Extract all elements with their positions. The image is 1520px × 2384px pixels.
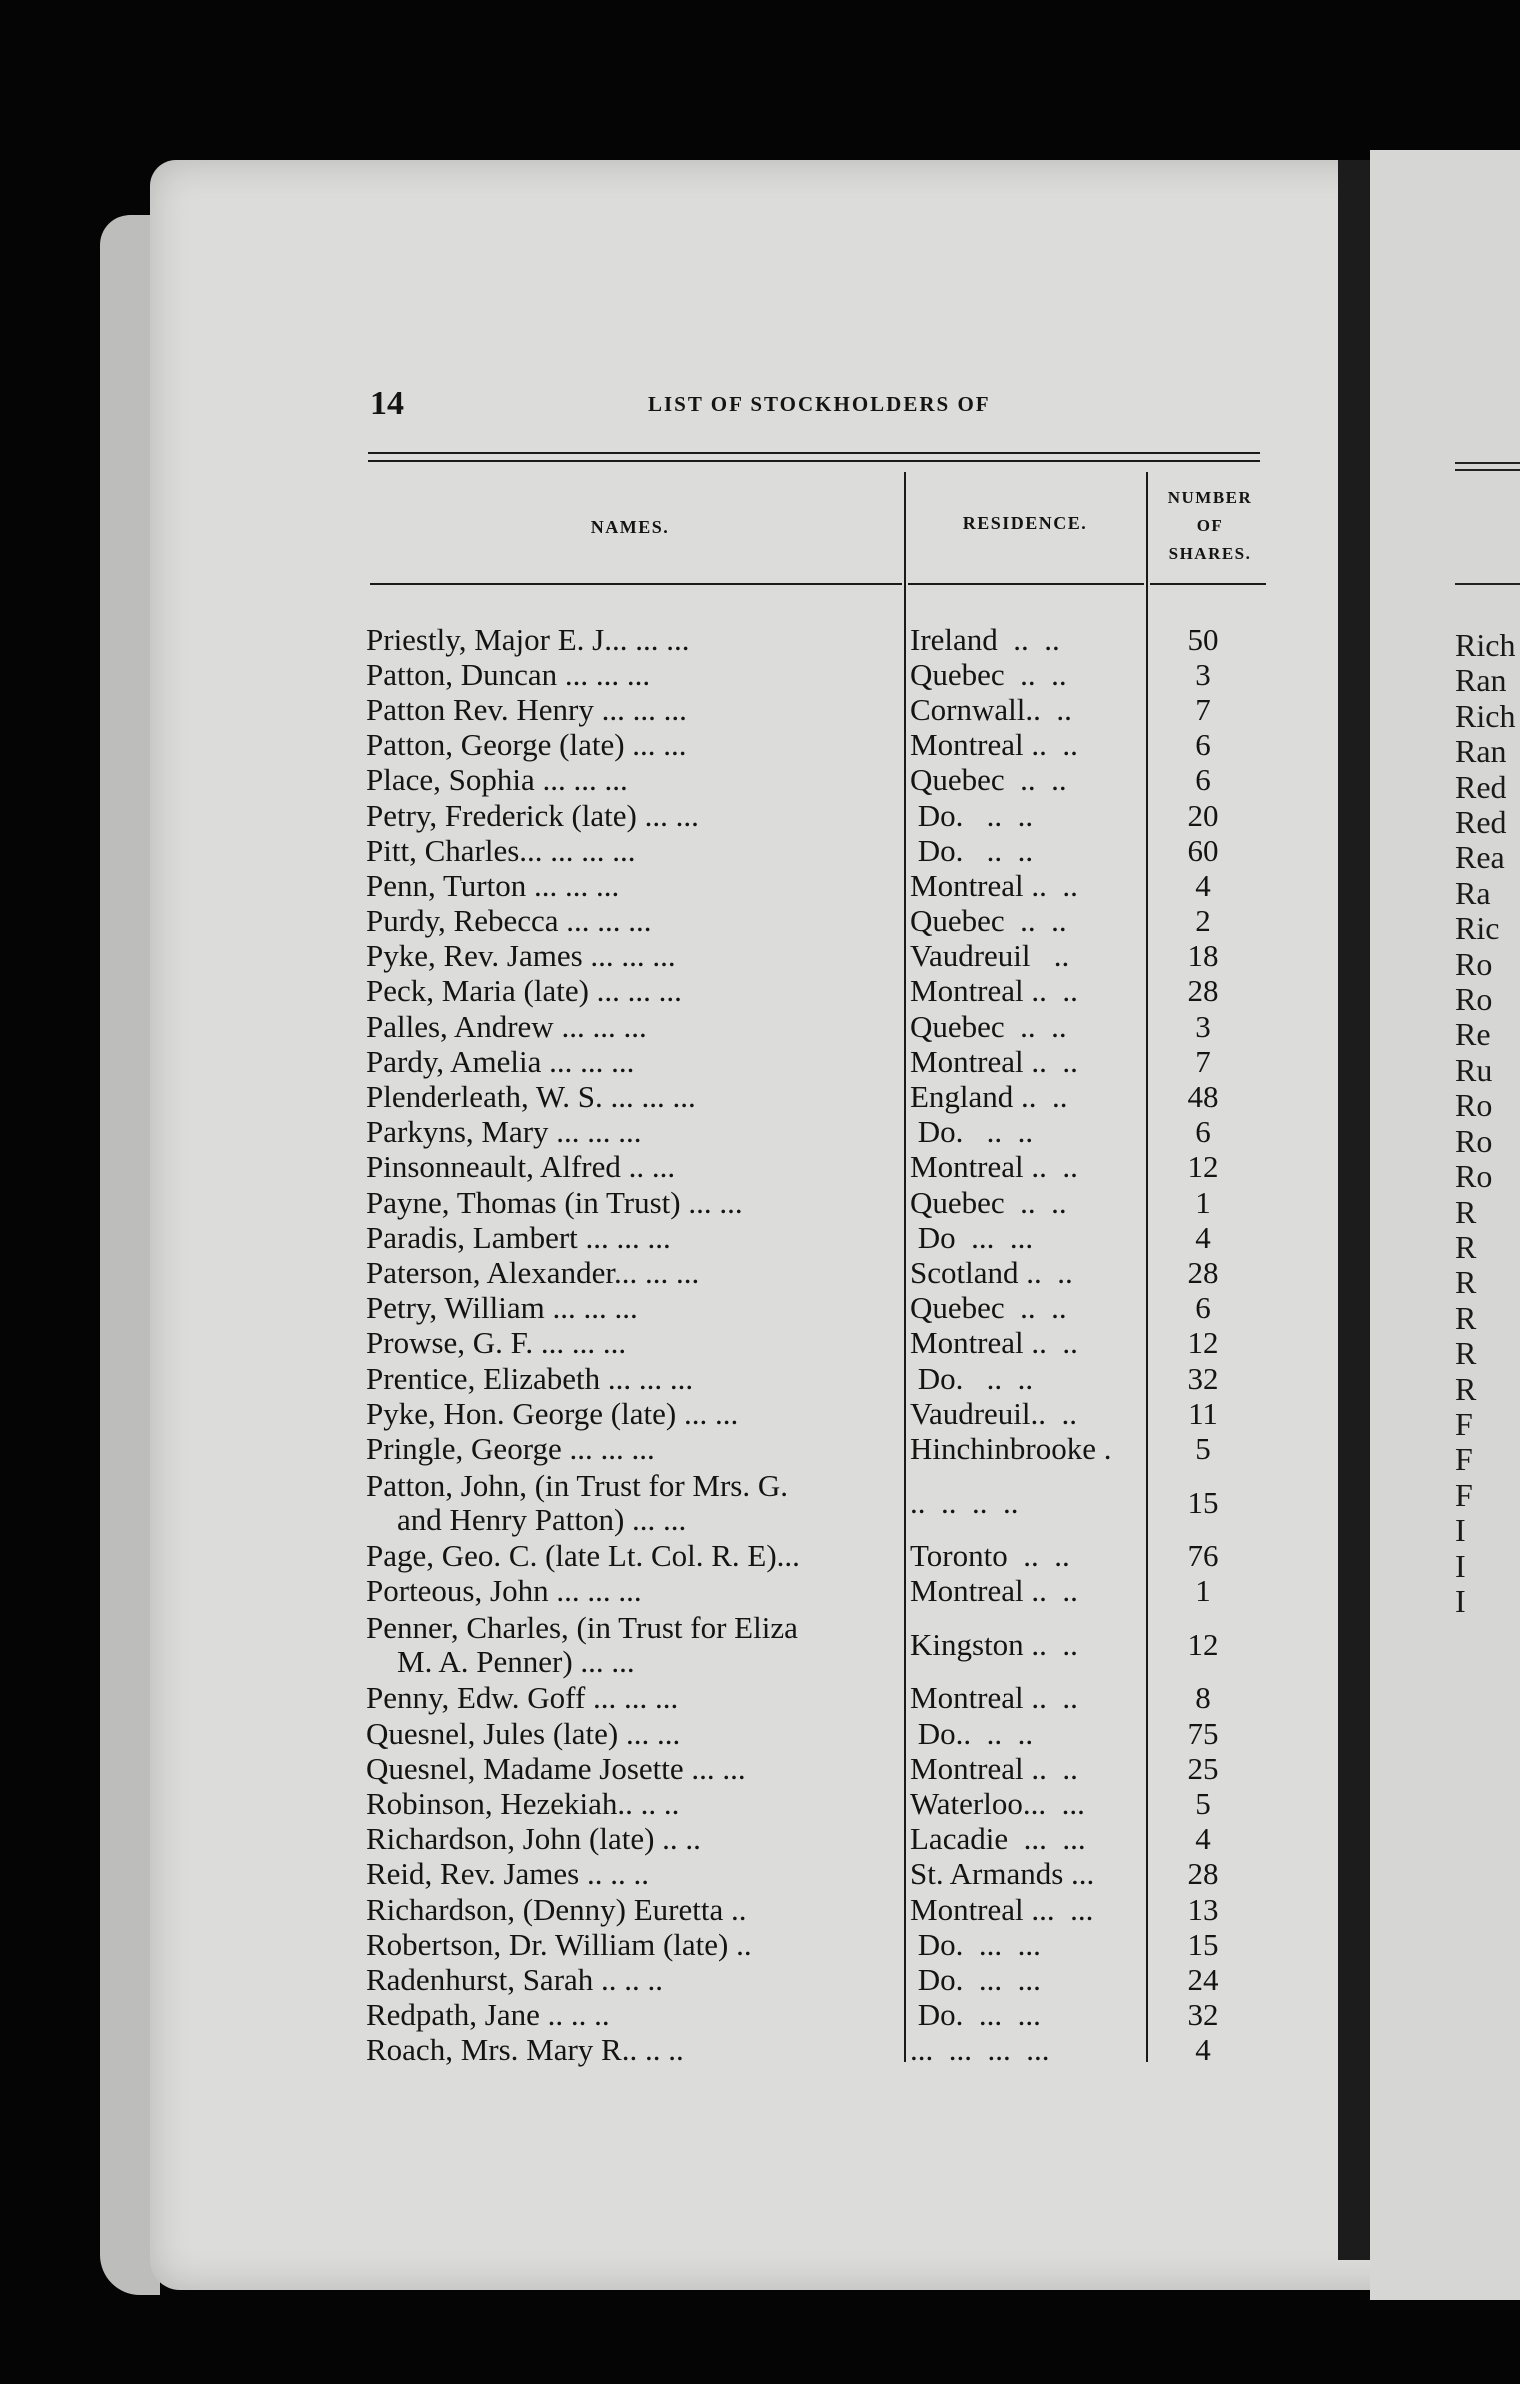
- residence-cell: Scotland .. ..: [910, 1254, 1073, 1290]
- shares-cell: 32: [1187, 1360, 1219, 1396]
- stockholder-name: [366, 763, 906, 797]
- stockholder-name-line: Palles, Andrew ... ... ...: [366, 1009, 647, 1044]
- stockholder-name-line: Purdy, Rebecca ... ... ...: [366, 904, 652, 939]
- residence-cell: Quebec .. ..: [910, 1290, 1067, 1326]
- table-row: [366, 622, 1266, 657]
- shares-cell: 28: [1187, 973, 1219, 1009]
- residence-cell: .. .. .. ..: [910, 1484, 1019, 1520]
- shares-header-line-2: OF: [1196, 516, 1224, 535]
- residence-cell: England .. ..: [910, 1079, 1068, 1115]
- shares-cell: 12: [1187, 1626, 1219, 1662]
- stockholder-name: [366, 939, 906, 973]
- table-row: [366, 657, 1266, 692]
- shares-cell: 76: [1187, 1538, 1219, 1574]
- residence-cell: Kingston .. ..: [910, 1626, 1078, 1662]
- facing-page-fragment: Ric: [1455, 910, 1500, 947]
- facing-page-fragment: Rich: [1455, 697, 1516, 734]
- stockholder-name-line: Pardy, Amelia ... ... ...: [366, 1044, 635, 1079]
- residence-cell: Montreal .. ..: [910, 973, 1078, 1009]
- table-row: [366, 1716, 1266, 1751]
- shares-cell: 75: [1187, 1715, 1219, 1751]
- stockholder-name: [366, 1681, 906, 1715]
- facing-page-fragment: I: [1455, 1582, 1466, 1619]
- stockholder-name-line: Plenderleath, W. S. ... ... ...: [366, 1080, 696, 1115]
- residence-cell: Lacadie ... ...: [910, 1821, 1086, 1857]
- shares-cell: 11: [1188, 1395, 1218, 1431]
- stockholder-name: [366, 1291, 906, 1325]
- stockholder-name-continuation: and Henry Patton) ... ...: [397, 1501, 687, 1537]
- stockholder-name: [366, 1822, 906, 1856]
- stockholder-name: [366, 1928, 906, 1962]
- shares-cell: 60: [1187, 832, 1219, 868]
- facing-page-fragment: R: [1455, 1335, 1477, 1372]
- stockholder-name-line: Payne, Thomas (in Trust) ... ...: [366, 1185, 743, 1220]
- facing-page-fragment: Rich: [1455, 628, 1516, 663]
- stockholder-name-line: Pringle, George ... ... ...: [366, 1431, 655, 1466]
- residence-cell: Do. .. ..: [910, 1114, 1034, 1150]
- table-row: [366, 1998, 1266, 2033]
- stockholder-name: [366, 834, 906, 868]
- stockholder-name: [366, 1397, 906, 1431]
- shares-cell: 3: [1195, 1008, 1211, 1044]
- shares-cell: 32: [1187, 1997, 1219, 2033]
- facing-page-fragment: R: [1455, 1299, 1477, 1336]
- shares-cell: 4: [1195, 1821, 1211, 1857]
- table-row: [366, 1150, 1266, 1185]
- stockholder-name-line: Pitt, Charles... ... ... ...: [366, 833, 636, 868]
- table-row: [366, 1185, 1266, 1220]
- residence-cell: ... ... ... ...: [910, 2032, 1050, 2068]
- table-row: [366, 1467, 1266, 1539]
- facing-page-fragment: R: [1455, 1370, 1477, 1407]
- stockholder-name: [366, 1221, 906, 1255]
- residence-cell: Quebec .. ..: [910, 656, 1067, 692]
- residence-cell: Do. .. ..: [910, 832, 1034, 868]
- facing-page-fragment: Ro: [1455, 1087, 1493, 1124]
- facing-page-fragment: Ran: [1455, 662, 1507, 699]
- residence-cell: Do. .. ..: [910, 1360, 1034, 1396]
- residence-cell: Montreal .. ..: [910, 1149, 1078, 1185]
- shares-cell: 2: [1195, 903, 1211, 939]
- shares-cell: 18: [1187, 938, 1219, 974]
- stockholder-name: [366, 1010, 906, 1044]
- stockholder-name-line: Robinson, Hezekiah.. .. ..: [366, 1787, 680, 1822]
- stockholder-name: [366, 1186, 906, 1220]
- residence-cell: Montreal .. ..: [910, 1750, 1078, 1786]
- residence-cell: Vaudreuil ..: [910, 938, 1070, 974]
- stockholder-name: [366, 1752, 906, 1786]
- stockholder-name-line: Patton Rev. Henry ... ... ...: [366, 692, 687, 727]
- stockholder-name-line: Penn, Turton ... ... ...: [366, 868, 620, 903]
- facing-page-fragment: I: [1455, 1512, 1466, 1549]
- stockholder-name-line: Paradis, Lambert ... ... ...: [366, 1220, 671, 1255]
- stockholder-name: [366, 1539, 906, 1573]
- shares-cell: 20: [1187, 797, 1219, 833]
- shares-cell: 4: [1195, 1219, 1211, 1255]
- facing-page-header-rule: [1455, 583, 1520, 585]
- facing-page-fragment: F: [1455, 1441, 1473, 1478]
- stockholder-name-line: Petry, William ... ... ...: [366, 1291, 638, 1326]
- facing-page-fragment: F: [1455, 1476, 1473, 1513]
- stockholder-name: [366, 1998, 906, 2032]
- stockholder-name-line: Richardson, John (late) .. ..: [366, 1822, 701, 1857]
- shares-cell: 6: [1195, 762, 1211, 798]
- stockholder-name: [366, 1362, 906, 1396]
- table-row: [366, 2033, 1266, 2068]
- shares-cell: 1: [1195, 1573, 1211, 1609]
- stockholder-name: [366, 1611, 906, 1679]
- facing-page-fragment: Red: [1455, 804, 1507, 841]
- residence-cell: Montreal .. ..: [910, 1043, 1078, 1079]
- stockholder-table: [366, 622, 1266, 2068]
- table-row: [366, 1574, 1266, 1609]
- residence-cell: Quebec .. ..: [910, 1008, 1067, 1044]
- table-row: [366, 1681, 1266, 1716]
- table-row: [366, 692, 1266, 727]
- facing-page-fragment: R: [1455, 1264, 1477, 1301]
- table-row: [366, 904, 1266, 939]
- shares-cell: 6: [1195, 727, 1211, 763]
- stockholder-name-line: Radenhurst, Sarah .. .. ..: [366, 1962, 664, 1997]
- shares-cell: 7: [1195, 691, 1211, 727]
- facing-page-top-rule: [1455, 462, 1520, 471]
- residence-cell: Toronto .. ..: [910, 1538, 1070, 1574]
- shares-cell: 13: [1187, 1891, 1219, 1927]
- stockholder-name: [366, 1469, 906, 1537]
- page-number: 14: [370, 385, 404, 422]
- table-row: [366, 1079, 1266, 1114]
- stockholder-name-line: Parkyns, Mary ... ... ...: [366, 1115, 642, 1150]
- stockholder-name-line: Page, Geo. C. (late Lt. Col. R. E)...: [366, 1539, 800, 1574]
- table-row: [366, 974, 1266, 1009]
- stockholder-name: [366, 1432, 906, 1466]
- facing-page-fragment: Ro: [1455, 981, 1493, 1018]
- shares-cell: 5: [1195, 1786, 1211, 1822]
- facing-page-fragment: Rea: [1455, 839, 1505, 876]
- stockholder-name-line: Roach, Mrs. Mary R.. .. ..: [366, 2033, 684, 2068]
- stockholder-name: [366, 1080, 906, 1114]
- shares-cell: 28: [1187, 1254, 1219, 1290]
- shares-cell: 5: [1195, 1430, 1211, 1466]
- residence-cell: Quebec .. ..: [910, 903, 1067, 939]
- table-row: [366, 833, 1266, 868]
- residence-cell: Cornwall.. ..: [910, 691, 1072, 727]
- stockholder-name: [366, 974, 906, 1008]
- stockholder-name-line: Richardson, (Denny) Euretta ..: [366, 1892, 747, 1927]
- shares-cell: 1: [1195, 1184, 1211, 1220]
- table-row: [366, 1962, 1266, 1997]
- table-row: [366, 1326, 1266, 1361]
- stockholder-name: [366, 1893, 906, 1927]
- residence-cell: Quebec .. ..: [910, 762, 1067, 798]
- table-row: [366, 728, 1266, 763]
- shares-cell: 25: [1187, 1750, 1219, 1786]
- stockholder-name-line: Paterson, Alexander... ... ...: [366, 1255, 700, 1290]
- stockholder-name-line: Patton, Duncan ... ... ...: [366, 657, 651, 692]
- stockholder-name-continuation: M. A. Penner) ... ...: [397, 1643, 635, 1679]
- residence-header-rule: [908, 583, 1144, 585]
- facing-page-fragment: Red: [1455, 768, 1507, 805]
- stockholder-name-line: Place, Sophia ... ... ...: [366, 763, 628, 798]
- residence-cell: Vaudreuil.. ..: [910, 1395, 1078, 1431]
- residence-cell: Montreal .. ..: [910, 1573, 1078, 1609]
- table-row: [366, 1892, 1266, 1927]
- table-row: [366, 798, 1266, 833]
- residence-cell: Waterloo... ...: [910, 1786, 1085, 1822]
- facing-page-fragment: Ra: [1455, 874, 1491, 911]
- facing-page-fragment: Re: [1455, 1016, 1491, 1053]
- stockholder-name-line: Prentice, Elizabeth ... ... ...: [366, 1361, 694, 1396]
- shares-header-line-3: SHARES.: [1168, 544, 1252, 563]
- residence-cell: Montreal .. ..: [910, 1680, 1078, 1716]
- shares-header-line-1: NUMBER: [1167, 488, 1253, 507]
- stockholder-name-line: Patton, George (late) ... ...: [366, 728, 687, 763]
- residence-cell: Do. .. ..: [910, 797, 1034, 833]
- facing-page-text: [1455, 628, 1520, 1619]
- shares-cell: 4: [1195, 867, 1211, 903]
- table-row: [366, 1396, 1266, 1431]
- names-header: NAMES.: [590, 517, 670, 537]
- stockholder-name-line: Pyke, Rev. James ... ... ...: [366, 939, 676, 974]
- residence-cell: Do. ... ...: [910, 1961, 1041, 1997]
- stockholder-name-line: Penny, Edw. Goff ... ... ...: [366, 1681, 679, 1716]
- names-header-rule: [370, 583, 902, 585]
- book-gutter: [1338, 160, 1370, 2260]
- facing-page-fragment: R: [1455, 1193, 1477, 1230]
- stockholder-name-line: Redpath, Jane .. .. ..: [366, 1998, 610, 2033]
- stockholder-name: [366, 1963, 906, 1997]
- table-row: [366, 868, 1266, 903]
- residence-cell: Do. ... ...: [910, 1926, 1041, 1962]
- stockholder-name: [366, 1574, 906, 1608]
- stockholder-name-line: Penner, Charles, (in Trust for Eliza: [366, 1610, 798, 1645]
- residence-cell: Do.. .. ..: [910, 1715, 1034, 1751]
- facing-page-fragment: Ru: [1455, 1051, 1493, 1088]
- residence-cell: Montreal .. ..: [910, 867, 1078, 903]
- table-row: [366, 939, 1266, 974]
- header-top-rule: [368, 452, 1260, 462]
- shares-cell: 12: [1187, 1149, 1219, 1185]
- residence-cell: Ireland .. ..: [910, 621, 1060, 657]
- stockholder-name: [366, 1150, 906, 1184]
- table-row: [366, 1044, 1266, 1079]
- facing-page-fragment: Ran: [1455, 733, 1507, 770]
- stockholder-name: [366, 1115, 906, 1149]
- residence-cell: Do ... ...: [910, 1219, 1034, 1255]
- shares-cell: 12: [1187, 1325, 1219, 1361]
- facing-page-fragment: R: [1455, 1228, 1477, 1265]
- stockholder-name-line: Robertson, Dr. William (late) ..: [366, 1927, 752, 1962]
- table-row: [366, 1431, 1266, 1466]
- shares-cell: 24: [1187, 1961, 1219, 1997]
- residence-cell: Do. ... ...: [910, 1997, 1041, 2033]
- table-row: [366, 1539, 1266, 1574]
- table-row: [366, 1009, 1266, 1044]
- table-row: [366, 1361, 1266, 1396]
- shares-header: [1150, 484, 1270, 568]
- stockholder-name-line: Pyke, Hon. George (late) ... ...: [366, 1396, 739, 1431]
- shares-cell: 4: [1195, 2032, 1211, 2068]
- table-row: [366, 1857, 1266, 1892]
- stockholder-name: [366, 1857, 906, 1891]
- residence-cell: Hinchinbrooke .: [910, 1430, 1112, 1466]
- shares-cell: 3: [1195, 656, 1211, 692]
- residence-header: RESIDENCE.: [962, 513, 1088, 533]
- residence-cell: St. Armands ...: [910, 1856, 1095, 1892]
- shares-cell: 15: [1187, 1484, 1219, 1520]
- table-row: [366, 1822, 1266, 1857]
- residence-cell: Montreal ... ...: [910, 1891, 1094, 1927]
- stockholder-name: [366, 2033, 906, 2067]
- shares-cell: 28: [1187, 1856, 1219, 1892]
- stockholder-name-line: Petry, Frederick (late) ... ...: [366, 798, 699, 833]
- stockholder-name: [366, 1787, 906, 1821]
- stockholder-name: [366, 1045, 906, 1079]
- stockholder-name: [366, 693, 906, 727]
- stockholder-name: [366, 869, 906, 903]
- table-row: [366, 1751, 1266, 1786]
- stockholder-name: [366, 1256, 906, 1290]
- shares-cell: 48: [1187, 1079, 1219, 1115]
- residence-cell: Quebec .. ..: [910, 1184, 1067, 1220]
- running-head: LIST OF STOCKHOLDERS OF: [648, 392, 991, 416]
- table-row: [366, 1220, 1266, 1255]
- shares-cell: 15: [1187, 1926, 1219, 1962]
- residence-cell: Montreal .. ..: [910, 727, 1078, 763]
- stockholder-name-line: Priestly, Major E. J... ... ...: [366, 622, 690, 657]
- shares-cell: 6: [1195, 1290, 1211, 1326]
- shares-cell: 7: [1195, 1043, 1211, 1079]
- stockholder-name-line: Patton, John, (in Trust for Mrs. G.: [366, 1468, 788, 1503]
- residence-cell: Montreal .. ..: [910, 1325, 1078, 1361]
- stockholder-name-line: Peck, Maria (late) ... ... ...: [366, 974, 682, 1009]
- table-row: [366, 1786, 1266, 1821]
- stockholder-name: [366, 1326, 906, 1360]
- facing-page-fragment: Ro: [1455, 1158, 1493, 1195]
- facing-page-fragment: I: [1455, 1547, 1466, 1584]
- stockholder-name-line: Prowse, G. F. ... ... ...: [366, 1326, 627, 1361]
- shares-cell: 8: [1195, 1680, 1211, 1716]
- stockholder-name-line: Reid, Rev. James .. .. ..: [366, 1857, 649, 1892]
- stockholder-name-line: Quesnel, Madame Josette ... ...: [366, 1751, 746, 1786]
- stockholder-name-line: Porteous, John ... ... ...: [366, 1574, 642, 1609]
- stockholder-name: [366, 728, 906, 762]
- shares-cell: 6: [1195, 1114, 1211, 1150]
- facing-page-fragment: Ro: [1455, 945, 1493, 982]
- table-row: [366, 1115, 1266, 1150]
- facing-page-fragment: F: [1455, 1405, 1473, 1442]
- stockholder-name: [366, 623, 906, 657]
- stockholder-name: [366, 904, 906, 938]
- table-row: [366, 1255, 1266, 1290]
- stockholder-name: [366, 658, 906, 692]
- table-row: [366, 1291, 1266, 1326]
- shares-header-rule: [1150, 583, 1266, 585]
- table-row: [366, 763, 1266, 798]
- table-row: [366, 1927, 1266, 1962]
- shares-cell: 50: [1187, 621, 1219, 657]
- stockholder-name: [366, 799, 906, 833]
- stockholder-name: [366, 1717, 906, 1751]
- facing-page-fragment: Ro: [1455, 1122, 1493, 1159]
- stockholder-name-line: Quesnel, Jules (late) ... ...: [366, 1716, 681, 1751]
- stockholder-name-line: Pinsonneault, Alfred .. ...: [366, 1150, 676, 1185]
- table-row: [366, 1609, 1266, 1681]
